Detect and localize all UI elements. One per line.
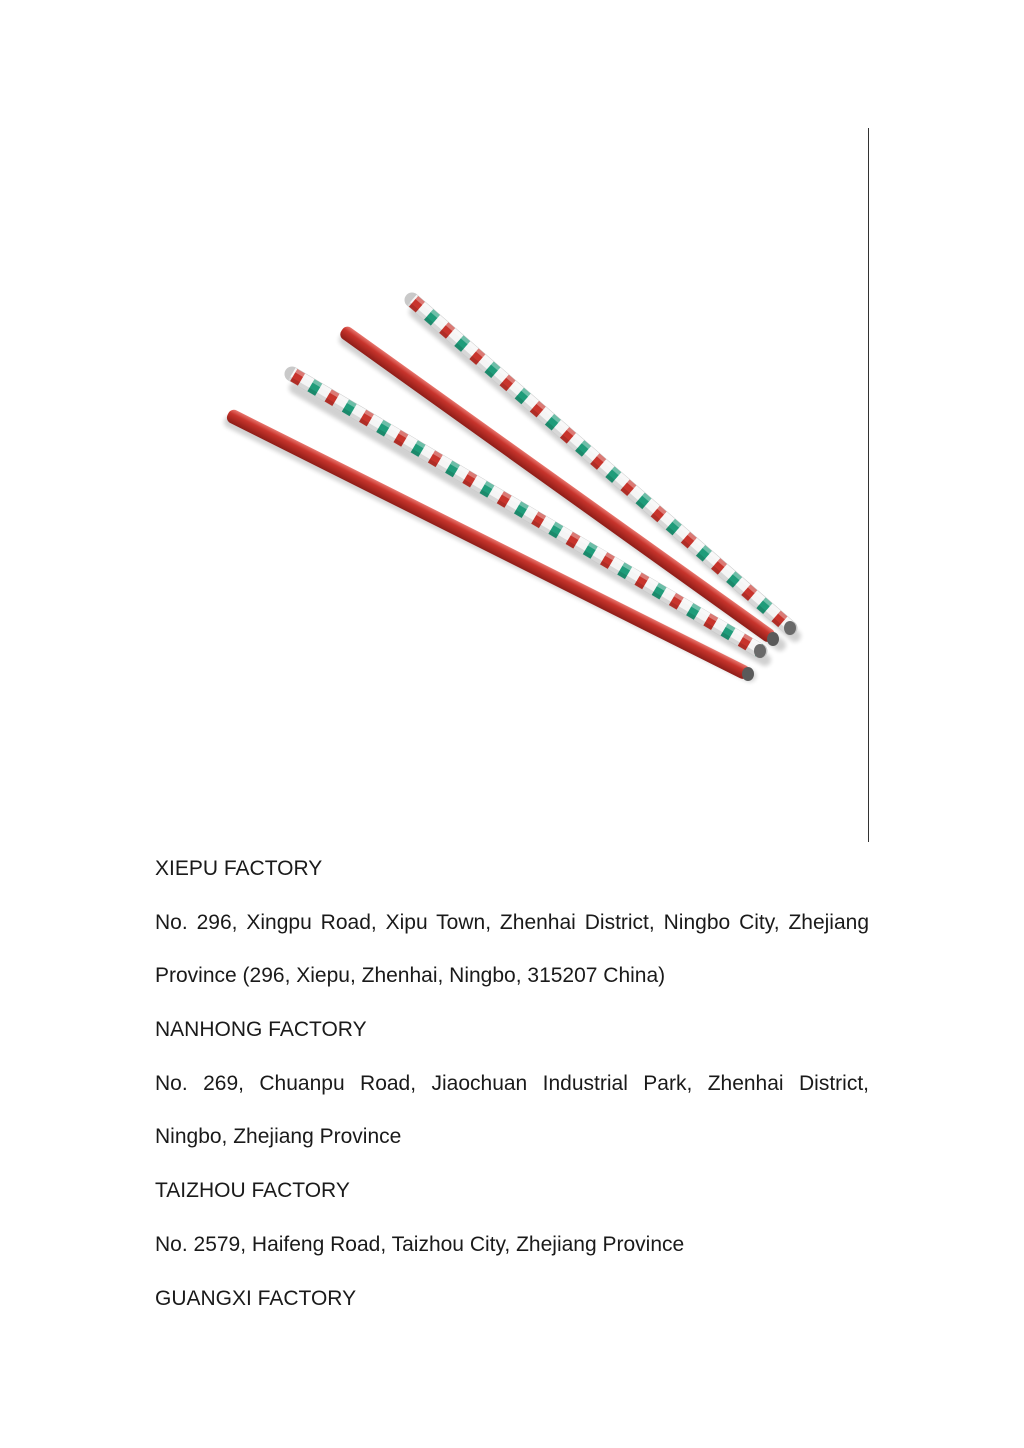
red-straw [338,324,779,646]
vertical-rule [868,128,869,842]
striped-straw [407,295,796,635]
factory-list [155,856,869,1339]
red-straw [225,408,754,681]
factory-name: TAIZHOU FACTORY [155,1179,350,1203]
factory-address: No. 296, Xingpu Road, Xipu Town, Zhenhai District, Ningbo City, Zhejiang [155,910,869,934]
factory-address: No. 2579, Haifeng Road, Taizhou City, Zhejiang Province [155,1232,685,1256]
factory-name: NANHONG FACTORY [155,1018,367,1042]
factory-name: XIEPU FACTORY [155,857,323,880]
factory-name: GUANGXI FACTORY [155,1286,357,1310]
straws-photo [200,270,820,710]
factory-address: No. 269, Chuanpu Road, Jiaochuan Industrial Park, Zhenhai District, [155,1071,869,1095]
factory-address: Province (296, Xiepu, Zhenhai, Ningbo, 315207 China) [155,964,666,988]
factory-address: Ningbo, Zhejiang Province [155,1125,402,1149]
